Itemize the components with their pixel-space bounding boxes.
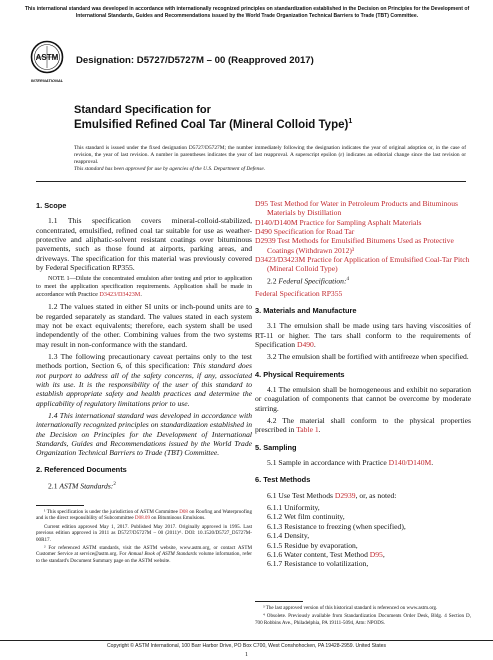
title-line-2: Emulsified Refined Coal Tar (Mineral Colloid Type)$^1$: [74, 118, 353, 131]
section-heading-referenced-documents: 2. Referenced Documents: [36, 464, 127, 474]
astm-logo-icon: [30, 40, 64, 92]
paragraph-3-1: 3.1 The emulsion shall be made using tars having viscosities of RT-11 or higher. The tars shall conform to the requirements of Specification D490.: [255, 321, 471, 349]
footnote-1: ¹ This specification is under the jurisdiction of ASTM Committee D08 on Roofing and Waterproofing and is the direct responsibility of Subcommittee D08.09 on Bituminous Emulsions.: [36, 509, 252, 522]
link-d95[interactable]: D95: [255, 199, 269, 208]
issuance-statement: This standard is issued under the fixed designation D5727/D5727M; the number immediately following the designation indicates the year of original adoption or, in the case of revision, the year of last revision. A number in parentheses indicates the year of last reapproval. A superscript epsilon (ε) indicates an editorial change since the last revision or reapproval.: [74, 145, 466, 166]
paragraph-1-2: 1.2 The values stated in either SI units or inch-pound units are to be regarded separately as standard. The values stated in each system may not be exact equivalents; therefore, each system shall be used independently of the other. Combining values from the two systems may result in non-conformance with the standard.: [36, 302, 252, 349]
link-d140-practice[interactable]: D140/D140M: [388, 458, 432, 468]
list-item: 6.1.2 Wet film continuity,: [267, 512, 345, 522]
section-heading-physical: 4. Physical Requirements: [255, 369, 345, 379]
paragraph-2-1: 2.1 ASTM Standards:$^2$: [48, 481, 116, 491]
paragraph-2-2: 2.2 Federal Specification:$^4$: [267, 276, 350, 286]
section-heading-sampling: 5. Sampling: [255, 442, 297, 452]
paragraph-6-1: 6.1 Use Test Methods D2939, or, as noted:: [267, 490, 397, 500]
reference-d95: D95 Test Method for Water in Petroleum Products and Bituminous Materials by Distillation: [255, 199, 458, 218]
link-d08[interactable]: D08: [179, 509, 188, 515]
reference-d490: D490 Specification for Road Tar: [255, 227, 355, 237]
footnote-2: ² For referenced ASTM standards, visit the ASTM website, www.astm.org, or contact ASTM Customer Service at service@astm.org. For Annual Book of ASTM Standards volume information, refer to the standard's Document Summary page on the ASTM website.: [36, 545, 252, 564]
list-item: 6.1.7 Resistance to volatilization,: [267, 559, 369, 569]
section-heading-materials: 3. Materials and Manufacture: [255, 305, 357, 315]
list-item: 6.1.1 Uniformity,: [267, 503, 320, 513]
link-table-1[interactable]: Table 1: [296, 425, 319, 435]
paragraph-1-4: 1.4 This international standard was developed in accordance with internationally recognized principles on standardization established in the Decision on Principles for the Development of International Standards, Guides and Recommendations issued by the World Trade Organization Technical Barriers to Trade (TBT) Committee.: [36, 410, 252, 458]
link-d140[interactable]: D140/D140M: [255, 217, 298, 227]
reference-d3423: D3423/D3423M Practice for Application of Emulsified Coal-Tar Pitch (Mineral Colloid Type): [255, 255, 470, 274]
footnote-3: ³ The last approved version of this historical standard is referenced on www.astm.org.: [263, 605, 438, 611]
svg-text:ASTM: ASTM: [35, 53, 59, 62]
list-item: 6.1.3 Resistance to freezing (when specified),: [267, 521, 406, 531]
right-footnotes: [255, 601, 471, 628]
page-number: 1: [245, 652, 248, 658]
list-item: 6.1.4 Density,: [267, 531, 310, 541]
paragraph-5-1: 5.1 Sample in accordance with Practice D140/D140M.: [267, 458, 434, 468]
footnote-divider: [255, 601, 303, 602]
copyright-line: Copyright © ASTM International, 100 Barr Harbor Drive, PO Box C700, West Conshohocken, PA 19428-2959. United States: [106, 643, 387, 649]
paragraph-3-2: 3.2 The emulsion shall be fortified with antifreeze when specified.: [267, 352, 469, 362]
left-footnotes: [36, 505, 252, 566]
footnote-edition: Current edition approved May 1, 2017. Published May 2017. Originally approved in 1995. Last previous edition approved in 2011 as D5727/D5727M – 00 (2011)ᵋ¹. DOI: 10.1520/D5727_D5727M-00R17.: [36, 523, 252, 543]
link-d3423-ref[interactable]: D3423/D3423M: [255, 255, 306, 265]
paragraph-1-1: 1.1 This specification covers mineral-colloid-stabilized, concentrated, emulsified, refined coal tar suitable for use as weather-protective and aliphatic-solvent resistant coatings over bituminous pavements, such as those found at airports, parking areas, and driveways. The specification for this material was previously covered by Federal Specification RP355.: [36, 216, 252, 273]
designation: Designation: D5727/D5727M – 00 (Reapproved 2017): [76, 55, 314, 66]
reference-rp355[interactable]: Federal Specification RP355: [255, 288, 343, 298]
dod-approval: This standard has been approved for use by agencies of the U.S. Department of Defense.: [74, 166, 266, 172]
list-item: 6.1.6 Water content, Test Method D95,: [267, 549, 385, 559]
list-item: 6.1.5 Residue by evaporation,: [267, 540, 358, 550]
footnote-divider: [36, 505, 84, 506]
link-d2939-methods[interactable]: D2939: [334, 490, 356, 500]
header-divider: [36, 181, 466, 182]
footer-divider: [0, 640, 493, 641]
link-d490[interactable]: D490: [255, 227, 272, 237]
link-d2939[interactable]: D2939: [255, 236, 276, 246]
link-d3423[interactable]: D3423/D3423M: [99, 290, 141, 298]
right-column: [255, 199, 471, 569]
link-d08-09[interactable]: D08.09: [134, 515, 151, 522]
section-heading-test-methods: 6. Test Methods: [255, 475, 311, 485]
reference-d2939: D2939 Test Methods for Emulsified Bitumens Used as Protective Coatings (Withdrawn 2012)³: [255, 236, 454, 255]
svg-text:INTERNATIONAL: INTERNATIONAL: [30, 78, 64, 83]
standards-notice: This international standard was developed in accordance with internationally recognized principles on standardization established in the Decision on Principles for the Development of International Standards, Guides and Recommendations issued by the World Trade Organization Technical Barriers to Trade (TBT) Committee.: [24, 6, 470, 19]
footnote-4: ⁴ Obsolete. Previously available from Standardization Documents Order Desk, Bldg. 4 Section D, 700 Robbins Ave., Philadelphia, PA 19111-5094, Attn: NPODS.: [255, 613, 471, 626]
paragraph-4-2: 4.2 The material shall conform to the physical properties prescribed in Table 1.: [255, 416, 471, 435]
link-d490-spec[interactable]: D490: [296, 340, 314, 349]
title-footnote-ref[interactable]: 1: [348, 118, 353, 125]
note-1: NOTE 1—Dilute the concentrated emulsion after testing and prior to application to meet the application specification requirements. Application shall be made in accordance with Practice D3423/D3423M.: [36, 275, 252, 298]
link-d95-method[interactable]: D95: [369, 549, 383, 559]
paragraph-4-1: 4.1 The emulsion shall be homogeneous and exhibit no separation or coagulation of components that cannot be overcome by moderate stirring.: [255, 385, 471, 413]
left-column: [36, 199, 252, 494]
title-line-1: Standard Specification for: [74, 104, 211, 116]
paragraph-1-3: 1.3 The following precautionary caveat pertains only to the test methods portion, Section 6, of this specification: This standard does not purport to address all of the safety concerns, if any, associated with its use. It is the responsibility of the user of this standard to establish appropriate safety and health practices and determine the applicability of regulatory limitations prior to use.: [36, 351, 252, 408]
reference-d140: D140/D140M Practice for Sampling Asphalt Materials: [255, 217, 422, 227]
section-heading-scope: 1. Scope: [36, 201, 67, 210]
